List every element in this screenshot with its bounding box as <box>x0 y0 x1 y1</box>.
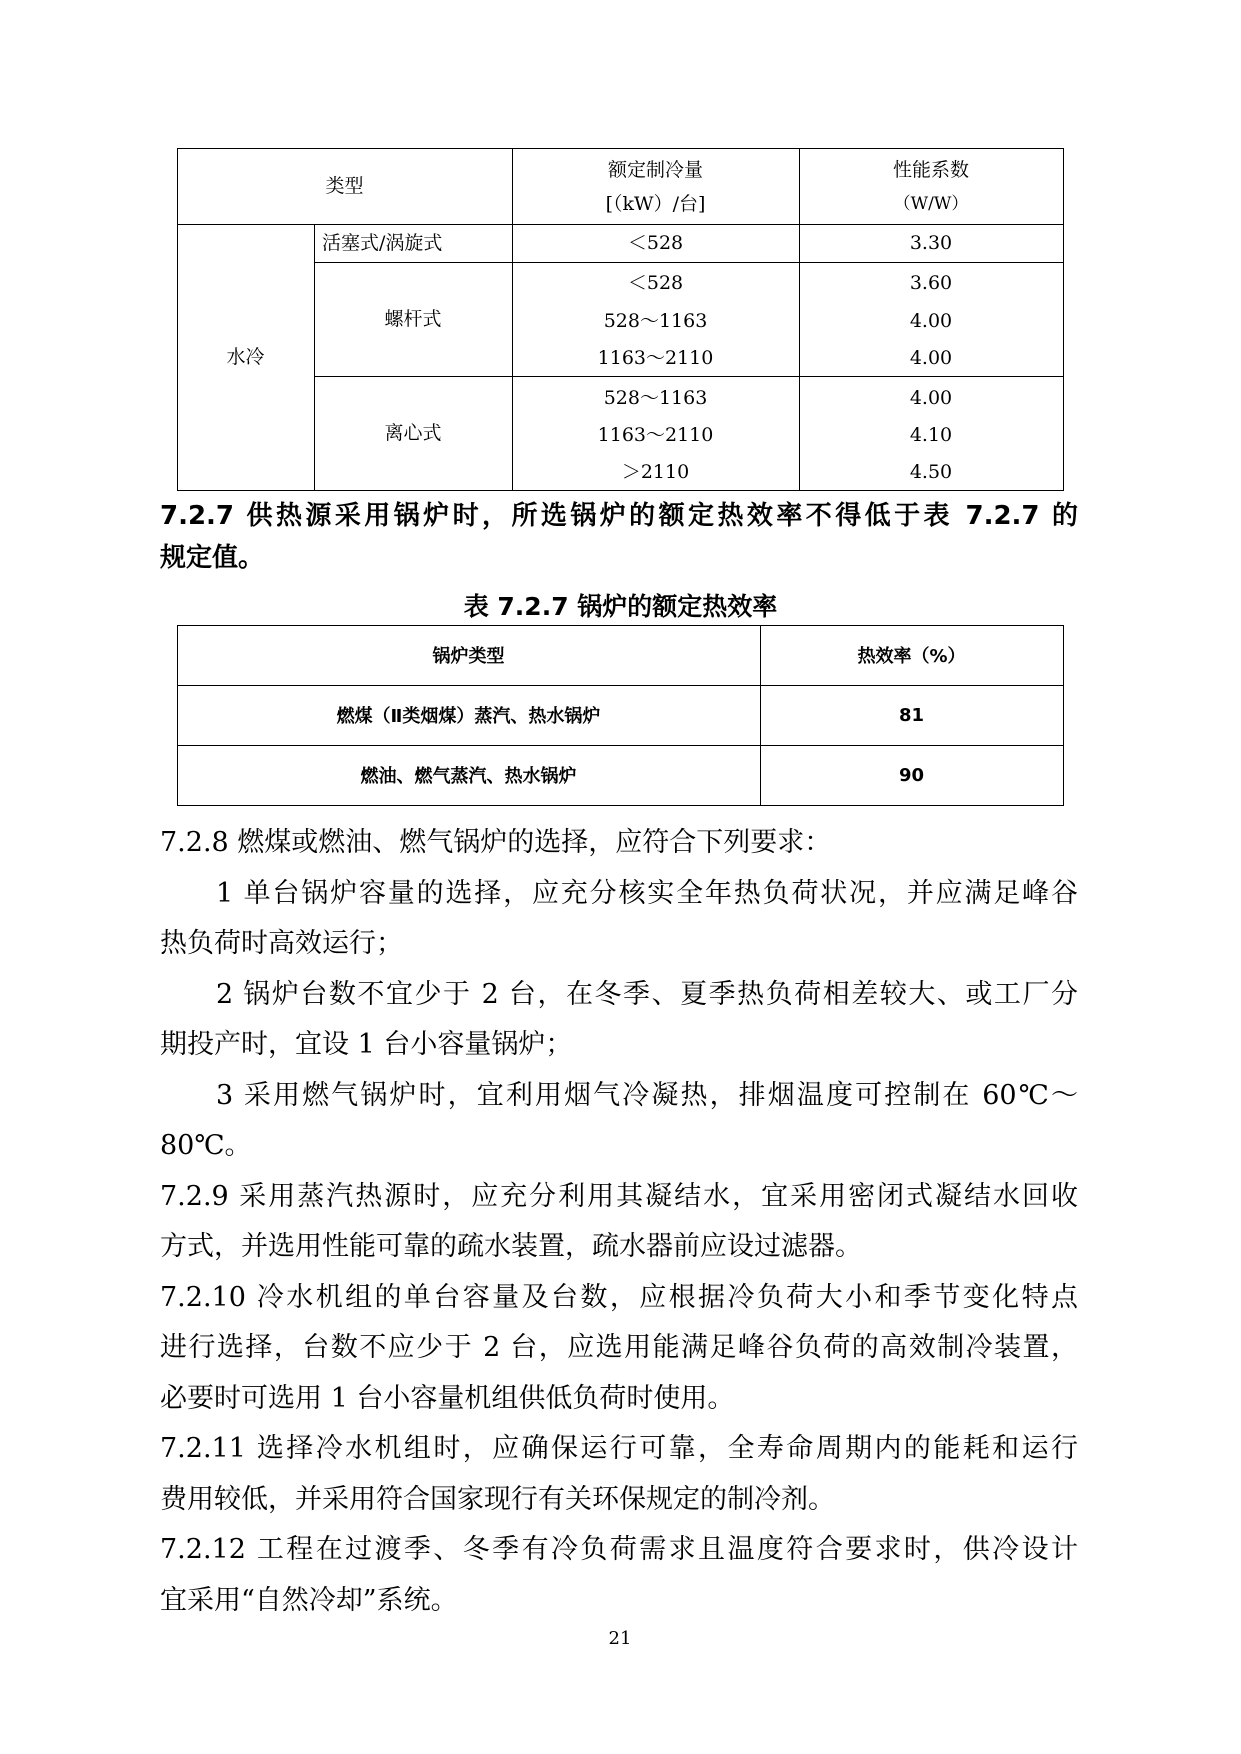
item-2: 2 锅炉台数不宜少于 2 台，在冬季、夏季热负荷相差较大、或工厂分 <box>216 979 1078 1010</box>
clause-7-2-10-cont: 进行选择，台数不应少于 2 台，应选用能满足峰谷负荷的高效制冷装置， <box>160 1332 1078 1363</box>
header-capacity-unit: [（kW）/台] <box>605 192 706 215</box>
capacity-value: ＜528 <box>627 231 684 254</box>
header-efficiency: 热效率（%） <box>857 646 966 667</box>
cop-value: 4.10 <box>909 423 953 446</box>
clause-7-2-11: 7.2.11 选择冷水机组时，应确保运行可靠，全寿命周期内的能耗和运行 <box>160 1433 1078 1464</box>
clause-7-2-7-line2: 规定值。 <box>160 543 265 573</box>
table-border-right <box>1063 625 1064 806</box>
table-border-bottom <box>177 490 1064 491</box>
clause-7-2-12-cont: 宜采用“自然冷却”系统。 <box>160 1585 458 1616</box>
clause-7-2-7-line1: 7.2.7 供热源采用锅炉时，所选锅炉的额定热效率不得低于表 7.2.7 的 <box>160 501 1078 531</box>
item-1-cont: 热负荷时高效运行； <box>160 928 403 959</box>
item-1: 1 单台锅炉容量的选择，应充分核实全年热负荷状况，并应满足峰谷 <box>216 878 1078 909</box>
header-type: 类型 <box>325 174 364 197</box>
header-cop: 性能系数 <box>892 158 969 181</box>
clause-7-2-11-cont: 费用较低，并采用符合国家现行有关环保规定的制冷剂。 <box>160 1484 835 1515</box>
boiler-type-cell: 燃油、燃气蒸汽、热水锅炉 <box>360 766 577 787</box>
capacity-value: 528～1163 <box>603 386 708 409</box>
cop-value: 4.00 <box>909 346 953 369</box>
cop-value: 4.50 <box>909 460 953 483</box>
item-3-cont: 80℃。 <box>160 1130 252 1161</box>
cop-value: 3.60 <box>909 271 953 294</box>
cop-value: 4.00 <box>909 386 953 409</box>
boiler-type-cell: 燃煤（Ⅱ类烟煤）蒸汽、热水锅炉 <box>336 706 601 727</box>
capacity-value: ＞2110 <box>621 460 690 483</box>
capacity-value: ＜528 <box>627 271 684 294</box>
capacity-value: 528～1163 <box>603 309 708 332</box>
table-caption: 表 7.2.7 锅炉的额定热效率 <box>463 592 778 621</box>
clause-7-2-10: 7.2.10 冷水机组的单台容量及台数，应根据冷负荷大小和季节变化特点 <box>160 1282 1078 1313</box>
cop-value: 3.30 <box>909 231 953 254</box>
cop-value: 4.00 <box>909 309 953 332</box>
efficiency-cell: 90 <box>898 764 925 786</box>
item-3: 3 采用燃气锅炉时，宜利用烟气冷凝热，排烟温度可控制在 60℃～ <box>216 1080 1078 1111</box>
header-boiler-type: 锅炉类型 <box>432 646 505 667</box>
capacity-value: 1163～2110 <box>597 346 714 369</box>
clause-7-2-12: 7.2.12 工程在过渡季、冬季有冷负荷需求且温度符合要求时，供冷设计 <box>160 1534 1078 1565</box>
table-border-right <box>1063 148 1064 491</box>
clause-7-2-8: 7.2.8 燃煤或燃油、燃气锅炉的选择，应符合下列要求： <box>160 827 832 858</box>
header-cop-unit: （W/W） <box>893 193 969 214</box>
capacity-value: 1163～2110 <box>597 423 714 446</box>
table-border-bottom <box>177 805 1064 806</box>
clause-7-2-9: 7.2.9 采用蒸汽热源时，应充分利用其凝结水，宜采用密闭式凝结水回收 <box>160 1181 1078 1212</box>
subtype-label: 活塞式/涡旋式 <box>322 231 443 254</box>
clause-7-2-9-cont: 方式，并选用性能可靠的疏水装置，疏水器前应设过滤器。 <box>160 1231 862 1262</box>
group-water-cooled: 水冷 <box>226 345 265 368</box>
subtype-label: 螺杆式 <box>384 307 442 330</box>
page-number: 21 <box>608 1628 632 1649</box>
header-capacity: 额定制冷量 <box>607 158 703 181</box>
efficiency-cell: 81 <box>898 704 925 726</box>
item-2-cont: 期投产时，宜设 1 台小容量锅炉； <box>160 1029 573 1060</box>
clause-7-2-10-cont: 必要时可选用 1 台小容量机组供低负荷时使用。 <box>160 1383 735 1414</box>
subtype-label: 离心式 <box>384 421 442 444</box>
